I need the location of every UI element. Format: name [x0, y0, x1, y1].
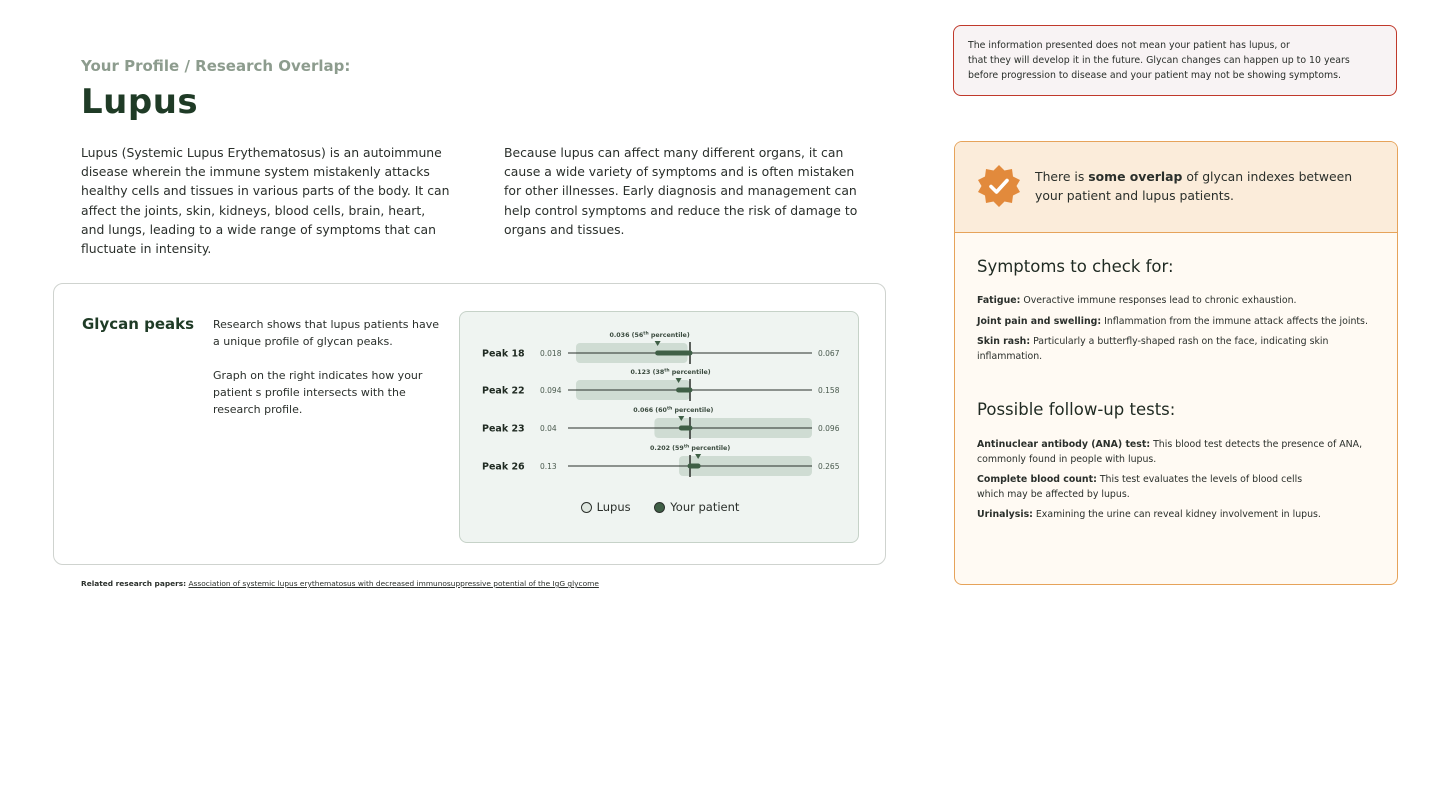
peak-label: Peak 26	[482, 461, 525, 473]
symptom-item: Fatigue: Overactive immune responses lead to chronic exhaustion.	[977, 295, 1297, 306]
peaks-desc-1: Research shows that lupus patients have a unique profile of glycan peaks.	[213, 318, 440, 348]
overlap-statement: There is some overlap of glycan indexes between your patient and lupus patients.	[1035, 169, 1353, 203]
peaks-desc-2: Graph on the right indicates how your patient s profile intersects with the research profile.	[213, 369, 423, 416]
breadcrumb: Your Profile / Research Overlap:	[81, 57, 351, 75]
disclaimer-line-3: before progression to disease and your patient may not be showing symptoms.	[968, 70, 1341, 81]
disclaimer-box	[953, 25, 1397, 96]
range-max-label: 0.265	[818, 462, 840, 471]
chart-legend	[460, 500, 860, 516]
related-research	[81, 579, 599, 588]
overlap-header	[955, 142, 1397, 233]
legend-lupus	[581, 500, 631, 514]
range-max-label: 0.158	[818, 386, 840, 395]
peak-label: Peak 23	[482, 423, 525, 435]
percentile-annotation: 0.123 (38th percentile)	[630, 368, 711, 376]
symptom-item: Skin rash: Particularly a butterfly-shaped rash on the face, indicating skin inflammation.	[977, 336, 1329, 362]
check-badge-icon	[977, 164, 1021, 208]
peak-label: Peak 18	[482, 348, 525, 360]
range-min-label: 0.094	[540, 386, 562, 395]
range-max-label: 0.067	[818, 349, 840, 358]
percentile-annotation: 0.066 (60th percentile)	[633, 406, 714, 414]
disclaimer-line-2: that they will develop it in the future. Glycan changes can happen up to 10 years	[968, 55, 1350, 66]
overlap-card	[954, 141, 1398, 585]
glycan-peaks-description	[213, 316, 449, 418]
test-item: Urinalysis: Examining the urine can reveal kidney involvement in lupus.	[977, 509, 1321, 520]
range-min-label: 0.04	[540, 424, 557, 433]
legend-patient	[654, 500, 739, 514]
disclaimer-line-1: The information presented does not mean your patient has lupus, or	[968, 40, 1290, 51]
percentile-annotation: 0.036 (56th percentile)	[609, 331, 690, 339]
percentile-annotation: 0.202 (59th percentile)	[650, 444, 731, 452]
range-min-label: 0.13	[540, 462, 557, 471]
test-item: Antinuclear antibody (ANA) test: This blood test detects the presence of ANA, commonly found in people with lupus.	[977, 439, 1363, 465]
intro-left-text: Lupus (Systemic Lupus Erythematosus) is an autoimmune disease wherein the immune system mistakenly attacks healthy cells and tissues in various parts of the body. It can affect the joints, skin, kidneys, blood cells, brain, heart, and lungs, leading to a wide range of symptoms that can fluctuate in intensity.	[81, 145, 450, 257]
symptoms-title: Symptoms to check for:	[977, 257, 1174, 276]
legend-lupus-dot-icon	[581, 502, 592, 513]
range-min-label: 0.018	[540, 349, 562, 358]
legend-patient-label: Your patient	[670, 500, 740, 514]
related-paper-link[interactable]: Association of systemic lupus erythematosus with decreased immunosuppressive potential of the IgG glycome	[188, 579, 599, 588]
page-title: Lupus	[81, 82, 199, 122]
intro-right-text: Because lupus can affect many different organs, it can cause a wide variety of symptoms and is often mistaken for other illnesses. Early diagnosis and management can help control symptoms and reduce the risk of damage to organs and tissues.	[504, 145, 858, 237]
chart-svg	[460, 312, 860, 497]
glycan-peaks-title: Glycan peaks	[82, 315, 195, 333]
related-label: Related research papers:	[81, 579, 187, 588]
legend-patient-dot-icon	[654, 502, 665, 513]
glycan-peak-chart	[459, 311, 859, 543]
legend-lupus-label: Lupus	[596, 500, 631, 514]
range-max-label: 0.096	[818, 424, 840, 433]
symptom-item: Joint pain and swelling: Inflammation from the immune attack affects the joints.	[977, 316, 1368, 327]
tests-title: Possible follow-up tests:	[977, 400, 1176, 419]
peak-label: Peak 22	[482, 385, 525, 397]
test-item: Complete blood count: This test evaluates the levels of blood cells which may be affected by lupus.	[977, 474, 1303, 500]
